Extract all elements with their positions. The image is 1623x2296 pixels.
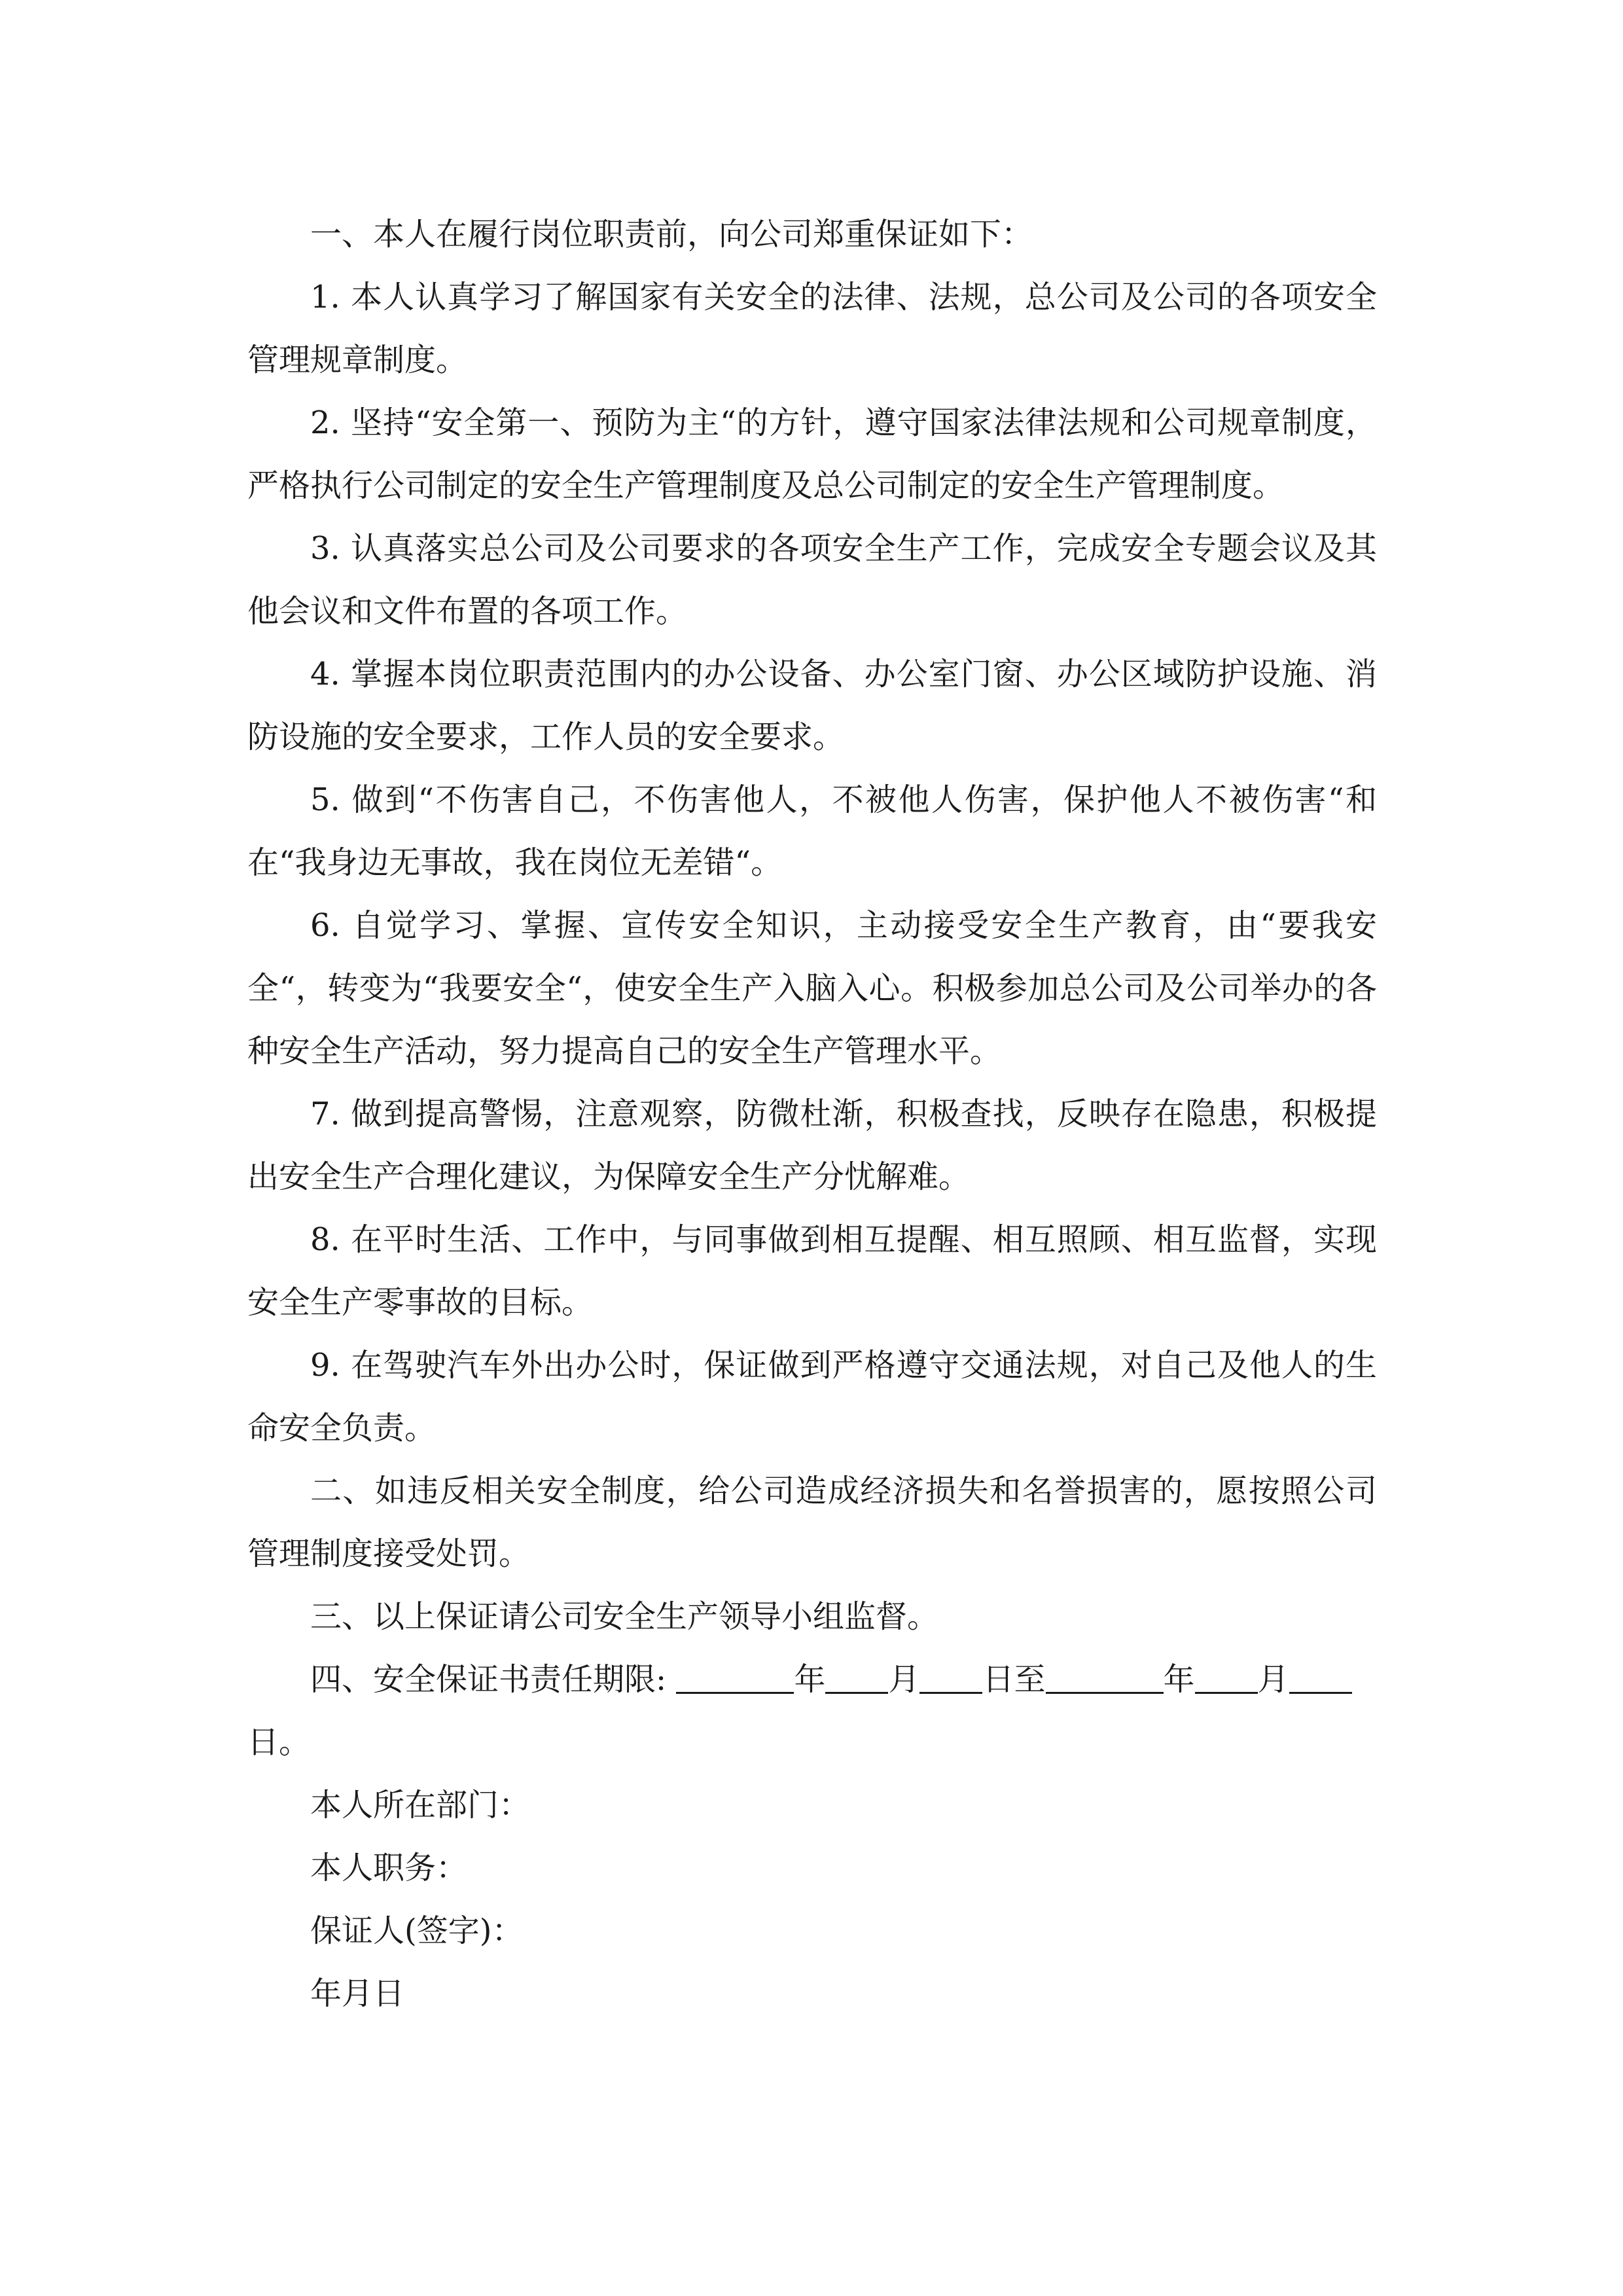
item-1: 1. 本人认真学习了解国家有关安全的法律、法规，总公司及公司的各项安全管理规章制度。 xyxy=(247,279,1377,378)
section-3-paragraph: 三、以上保证请公司安全生产领导小组监督。 xyxy=(310,1598,939,1635)
day-to-label: 日至 xyxy=(982,1661,1046,1698)
document-body xyxy=(247,203,1377,2025)
item-6: 6. 自觉学习、掌握、宣传安全知识，主动接受安全生产教育，由“要我安全“，转变为“我要安全“，使安全生产入脑入心。积极参加总公司及公司举办的各种安全生产活动，努力提高自己的安全生产管理水平。 xyxy=(247,907,1377,1069)
item-4: 4. 掌握本岗位职责范围内的办公设备、办公室门窗、办公区域防护设施、消防设施的安全要求，工作人员的安全要求。 xyxy=(247,656,1377,755)
section-4-prefix: 四、安全保证书责任期限: xyxy=(310,1661,667,1698)
intro-paragraph: 一、本人在履行岗位职责前，向公司郑重保证如下： xyxy=(310,216,1033,253)
section-4-term-line xyxy=(247,1648,1377,1711)
item-7: 7. 做到提高警惕，注意观察，防微杜渐，积极查找，反映存在隐患，积极提出安全生产合理化建议，为保障安全生产分忧解难。 xyxy=(247,1096,1377,1195)
end-year-blank[interactable] xyxy=(1046,1658,1164,1694)
end-day-blank[interactable] xyxy=(1289,1658,1352,1694)
start-year-blank[interactable] xyxy=(676,1658,794,1694)
item-5: 5. 做到“不伤害自己，不伤害他人，不被他人伤害，保护他人不被伤害“和在“我身边无事故，我在岗位无差错“。 xyxy=(247,781,1377,881)
item-3: 3. 认真落实总公司及公司要求的各项安全生产工作，完成安全专题会议及其他会议和文件布置的各项工作。 xyxy=(247,530,1377,630)
start-month-label: 月 xyxy=(888,1661,920,1698)
item-9: 9. 在驾驶汽车外出办公时，保证做到严格遵守交通法规，对自己及他人的生命安全负责。 xyxy=(247,1347,1377,1446)
signature-label: 保证人(签字)： xyxy=(310,1912,524,1949)
item-8: 8. 在平时生活、工作中，与同事做到相互提醒、相互照顾、相互监督，实现安全生产零事故的目标。 xyxy=(247,1221,1377,1321)
date-label: 年月日 xyxy=(310,1975,405,2012)
section-4-end: 日。 xyxy=(247,1724,311,1761)
end-month-blank[interactable] xyxy=(1195,1658,1258,1694)
item-2: 2. 坚持“安全第一、预防为主“的方针，遵守国家法律法规和公司规章制度，严格执行公司制定的安全生产管理制度及总公司制定的安全生产管理制度。 xyxy=(247,404,1377,504)
start-month-blank[interactable] xyxy=(825,1658,888,1694)
start-day-blank[interactable] xyxy=(919,1658,982,1694)
section-2-paragraph: 二、如违反相关安全制度，给公司造成经济损失和名誉损害的，愿按照公司管理制度接受处罚。 xyxy=(247,1473,1377,1572)
department-label: 本人所在部门： xyxy=(310,1787,531,1823)
start-year-label: 年 xyxy=(794,1661,826,1698)
position-label: 本人职务： xyxy=(310,1850,468,1886)
end-year-label: 年 xyxy=(1163,1661,1195,1698)
end-month-label: 月 xyxy=(1257,1661,1289,1698)
